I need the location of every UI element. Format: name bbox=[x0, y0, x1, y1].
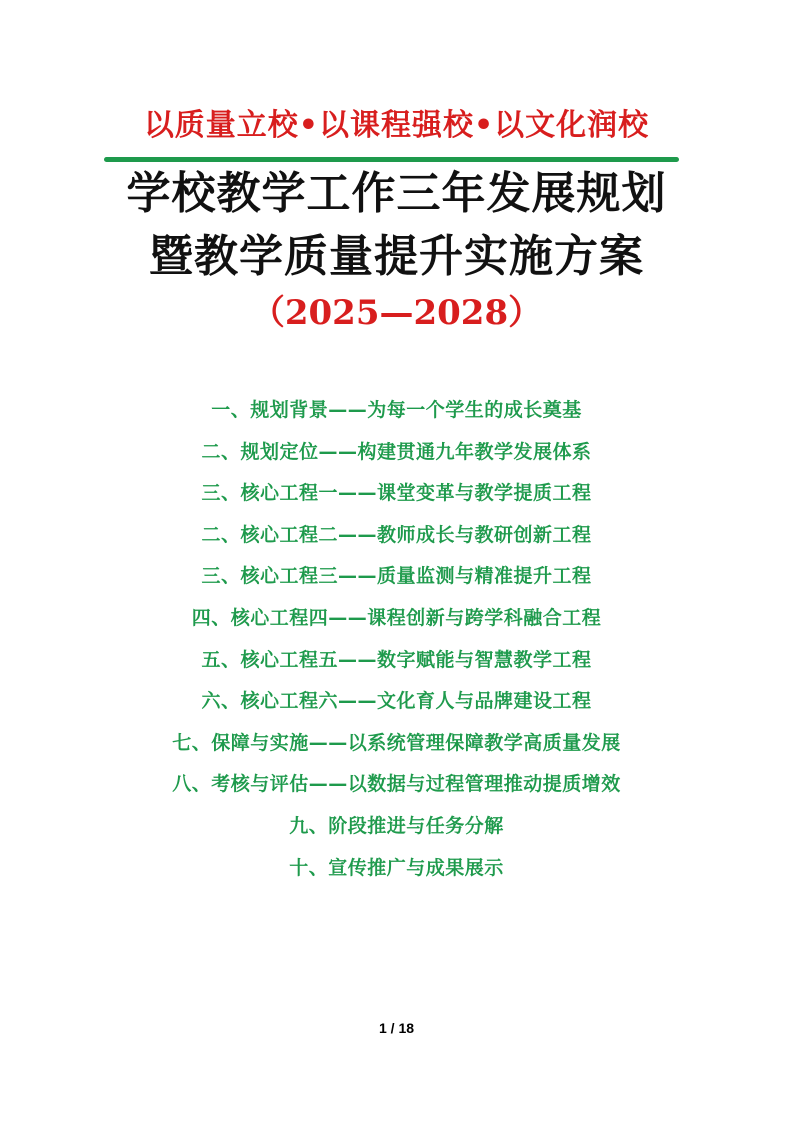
document-title-line-2: 暨教学质量提升实施方案 bbox=[149, 231, 644, 282]
toc-item[interactable]: 三、核心工程三——质量监测与精准提升工程 bbox=[201, 565, 592, 588]
toc-item[interactable]: 九、阶段推进与任务分解 bbox=[289, 814, 504, 837]
table-of-contents bbox=[0, 390, 793, 889]
toc-item[interactable]: 八、考核与评估——以数据与过程管理推动提质增效 bbox=[172, 773, 621, 796]
toc-item[interactable]: 十、宣传推广与成果展示 bbox=[289, 856, 504, 879]
document-title-line-1: 学校教学工作三年发展规划 bbox=[126, 168, 667, 219]
slogan-heading: 以质量立校•以课程强校•以文化润校 bbox=[143, 108, 650, 143]
toc-item[interactable]: 二、核心工程二——教师成长与教研创新工程 bbox=[201, 523, 592, 546]
page-number: 1 / 18 bbox=[378, 1020, 415, 1036]
green-divider-line bbox=[104, 157, 679, 162]
toc-item[interactable]: 七、保障与实施——以系统管理保障教学高质量发展 bbox=[172, 731, 621, 754]
toc-item[interactable]: 六、核心工程六——文化育人与品牌建设工程 bbox=[201, 690, 592, 713]
toc-item[interactable]: 五、核心工程五——数字赋能与智慧教学工程 bbox=[201, 648, 592, 671]
toc-item[interactable]: 三、核心工程一——课堂变革与教学提质工程 bbox=[201, 482, 592, 505]
toc-item[interactable]: 四、核心工程四——课程创新与跨学科融合工程 bbox=[191, 606, 602, 629]
toc-item[interactable]: 一、规划背景——为每一个学生的成长奠基 bbox=[211, 399, 582, 421]
toc-item[interactable]: 二、规划定位——构建贯通九年教学发展体系 bbox=[201, 440, 592, 463]
document-year-range: （2025—2028） bbox=[250, 293, 543, 333]
